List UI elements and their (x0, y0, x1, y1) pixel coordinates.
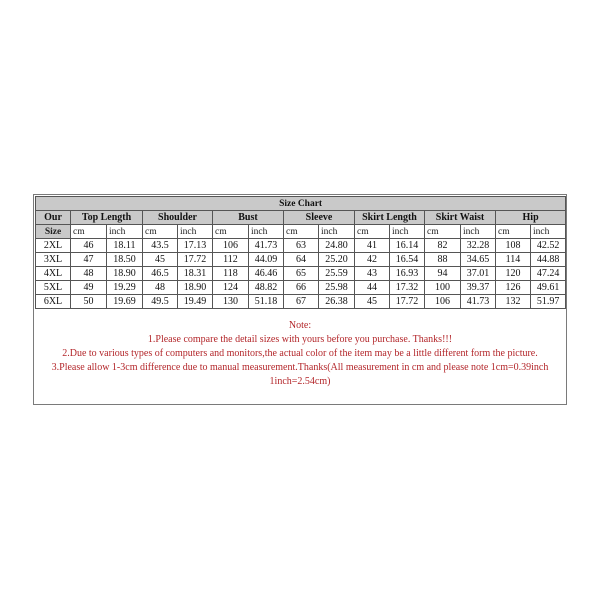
table-cell: 49 (71, 281, 107, 295)
table-cell: 49.61 (531, 281, 566, 295)
table-cell: 44.09 (249, 253, 284, 267)
table-cell: 41 (355, 239, 390, 253)
table-cell: 46.46 (249, 267, 284, 281)
table-cell: 106 (425, 295, 461, 309)
table-cell: 26.38 (319, 295, 355, 309)
table-cell: 16.54 (390, 253, 425, 267)
table-cell: 37.01 (461, 267, 496, 281)
table-cell: 42.52 (531, 239, 566, 253)
table-cell: 126 (496, 281, 531, 295)
table-cell: 17.32 (390, 281, 425, 295)
column-header-skirt-length: Skirt Length (355, 211, 425, 225)
table-cell: 43 (355, 267, 390, 281)
table-cell: 19.49 (178, 295, 213, 309)
table-row (36, 295, 566, 309)
table-cell: 18.90 (178, 281, 213, 295)
unit-cm: cm (496, 225, 531, 239)
unit-cm: cm (143, 225, 178, 239)
size-cell: 4XL (36, 267, 71, 281)
table-cell: 50 (71, 295, 107, 309)
table-cell: 18.31 (178, 267, 213, 281)
table-cell: 124 (213, 281, 249, 295)
size-cell: 3XL (36, 253, 71, 267)
unit-inch: inch (249, 225, 284, 239)
table-cell: 47.24 (531, 267, 566, 281)
table-cell: 49.5 (143, 295, 178, 309)
unit-inch: inch (531, 225, 566, 239)
table-cell: 24.80 (319, 239, 355, 253)
table-cell: 48.82 (249, 281, 284, 295)
size-cell: 5XL (36, 281, 71, 295)
table-cell: 16.93 (390, 267, 425, 281)
table-cell: 118 (213, 267, 249, 281)
table-cell: 67 (284, 295, 319, 309)
table-cell: 46.5 (143, 267, 178, 281)
table-cell: 47 (71, 253, 107, 267)
size-column-header: Our (36, 211, 71, 225)
table-cell: 44 (355, 281, 390, 295)
table-cell: 114 (496, 253, 531, 267)
table-cell: 41.73 (461, 295, 496, 309)
unit-inch: inch (390, 225, 425, 239)
table-cell: 42 (355, 253, 390, 267)
table-cell: 43.5 (143, 239, 178, 253)
table-cell: 44.88 (531, 253, 566, 267)
note-section (34, 319, 566, 389)
unit-row (36, 225, 566, 239)
table-cell: 88 (425, 253, 461, 267)
column-header-skirt-waist: Skirt Waist (425, 211, 496, 225)
table-cell: 41.73 (249, 239, 284, 253)
table-cell: 48 (71, 267, 107, 281)
note-line-3: 3.Please allow 1-3cm difference due to manual measurement.Thanks(All measurement in cm and please note 1cm=0.39inch (51, 362, 549, 373)
unit-inch: inch (107, 225, 143, 239)
table-cell: 108 (496, 239, 531, 253)
unit-cm: cm (425, 225, 461, 239)
table-cell: 45 (355, 295, 390, 309)
chart-title: Size Chart (36, 197, 566, 211)
table-cell: 63 (284, 239, 319, 253)
column-header-sleeve: Sleeve (284, 211, 355, 225)
table-row (36, 267, 566, 281)
table-cell: 51.18 (249, 295, 284, 309)
table-cell: 32.28 (461, 239, 496, 253)
table-cell: 19.69 (107, 295, 143, 309)
note-line-4: 1inch=2.54cm) (269, 376, 331, 387)
table-cell: 106 (213, 239, 249, 253)
size-chart-panel (33, 194, 567, 405)
table-cell: 130 (213, 295, 249, 309)
chart-title-row (36, 197, 566, 211)
note-heading: Note: (288, 320, 312, 331)
table-cell: 65 (284, 267, 319, 281)
table-cell: 19.29 (107, 281, 143, 295)
size-row-label: Size (36, 225, 71, 239)
table-cell: 34.65 (461, 253, 496, 267)
table-cell: 112 (213, 253, 249, 267)
table-row (36, 239, 566, 253)
table-cell: 18.90 (107, 267, 143, 281)
table-cell: 66 (284, 281, 319, 295)
size-chart-table (35, 196, 566, 309)
table-cell: 18.11 (107, 239, 143, 253)
table-cell: 94 (425, 267, 461, 281)
table-cell: 64 (284, 253, 319, 267)
table-cell: 46 (71, 239, 107, 253)
table-cell: 39.37 (461, 281, 496, 295)
table-cell: 51.97 (531, 295, 566, 309)
column-header-row (36, 211, 566, 225)
table-row (36, 281, 566, 295)
unit-inch: inch (461, 225, 496, 239)
table-cell: 48 (143, 281, 178, 295)
unit-cm: cm (355, 225, 390, 239)
table-cell: 17.72 (178, 253, 213, 267)
column-header-hip: Hip (496, 211, 566, 225)
table-cell: 25.98 (319, 281, 355, 295)
table-cell: 18.50 (107, 253, 143, 267)
table-cell: 120 (496, 267, 531, 281)
table-cell: 17.13 (178, 239, 213, 253)
note-line-2: 2.Due to various types of computers and monitors,the actual color of the item may be a little different form the picture. (62, 348, 538, 359)
unit-cm: cm (213, 225, 249, 239)
table-cell: 25.20 (319, 253, 355, 267)
column-header-top-length: Top Length (71, 211, 143, 225)
unit-inch: inch (319, 225, 355, 239)
unit-cm: cm (284, 225, 319, 239)
column-header-bust: Bust (213, 211, 284, 225)
table-row (36, 253, 566, 267)
table-cell: 16.14 (390, 239, 425, 253)
unit-inch: inch (178, 225, 213, 239)
table-cell: 82 (425, 239, 461, 253)
table-cell: 100 (425, 281, 461, 295)
size-cell: 2XL (36, 239, 71, 253)
table-cell: 25.59 (319, 267, 355, 281)
note-line-1: 1.Please compare the detail sizes with yours before you purchase. Thanks!!! (147, 334, 453, 345)
column-header-shoulder: Shoulder (143, 211, 213, 225)
size-cell: 6XL (36, 295, 71, 309)
table-cell: 45 (143, 253, 178, 267)
table-cell: 17.72 (390, 295, 425, 309)
unit-cm: cm (71, 225, 107, 239)
table-cell: 132 (496, 295, 531, 309)
